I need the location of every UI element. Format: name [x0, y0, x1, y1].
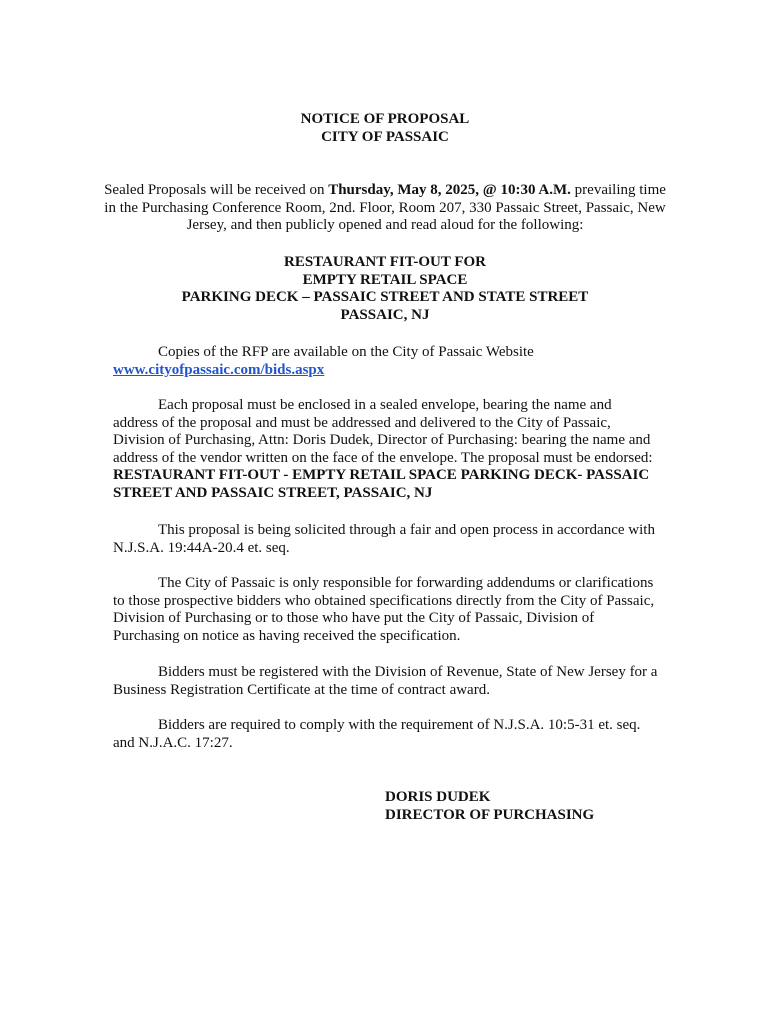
registration-paragraph	[113, 664, 658, 699]
signature-name: DORIS DUDEK	[385, 789, 491, 805]
notice-title: NOTICE OF PROPOSAL	[300, 111, 470, 127]
solicitation-text: This proposal is being solicited through a fair and open process in accordance with N.J.S.A. 19:44A-20.4 et. seq.	[113, 522, 655, 556]
addenda-text: The City of Passaic is only responsible for forwarding addendums or clarifications to those prospective bidders who obtained specifications directly from the City of Passaic, Division of Purchasing or to those who have put the City of Passaic, Division of Purchasing on notice as having received the specification.	[113, 575, 655, 644]
compliance-paragraph	[113, 717, 658, 752]
city-title: CITY OF PASSAIC	[321, 129, 449, 145]
bids-website-link[interactable]: www.cityofpassaic.com/bids.aspx	[113, 361, 325, 378]
endorsement-text: RESTAURANT FIT-OUT - EMPTY RETAIL SPACE PARKING DECK- PASSAIC STREET AND PASSAIC STREET, PASSAIC, NJ	[113, 467, 650, 501]
project-heading-line: PARKING DECK – PASSAIC STREET AND STATE STREET	[181, 289, 589, 306]
project-heading-line: EMPTY RETAIL SPACE	[302, 271, 468, 288]
compliance-text: Bidders are required to comply with the requirement of N.J.S.A. 10:5-31 et. seq. and N.J.A.C. 17:27.	[113, 717, 641, 751]
intro-text-after: prevailing time in the Purchasing Conference Room, 2nd. Floor, Room 207, 330 Passaic Street, Passaic, New Jersey, and then publicly opened and read aloud for the following:	[104, 182, 666, 234]
addenda-paragraph	[113, 575, 658, 645]
project-heading	[0, 254, 770, 324]
project-heading-line: PASSAIC, NJ	[340, 306, 430, 323]
rfp-paragraph	[113, 344, 658, 379]
project-heading-line: RESTAURANT FIT-OUT FOR	[284, 254, 486, 270]
rfp-text: Copies of the RFP are available on the City of Passaic Website	[158, 344, 534, 360]
intro-date: Thursday, May 8, 2025, @ 10:30 A.M.	[328, 182, 571, 198]
signature-block	[385, 789, 594, 824]
intro-text-before: Sealed Proposals will be received on	[104, 182, 329, 198]
envelope-paragraph	[113, 397, 658, 503]
intro-paragraph	[100, 182, 670, 235]
signature-title: DIRECTOR OF PURCHASING	[385, 806, 595, 823]
envelope-text: Each proposal must be enclosed in a sealed envelope, bearing the name and address of the proposal and must be addressed and delivered to the City of Passaic, Division of Purchasing, Attn: Doris Dudek, Director of Purchasing: bearing the name and address of the vendor written on the face of the envelope. The proposal must be endorsed:	[113, 397, 653, 466]
registration-text: Bidders must be registered with the Division of Revenue, State of New Jersey for a Business Registration Certificate at the time of contract award.	[113, 664, 658, 698]
solicitation-paragraph	[113, 522, 658, 557]
